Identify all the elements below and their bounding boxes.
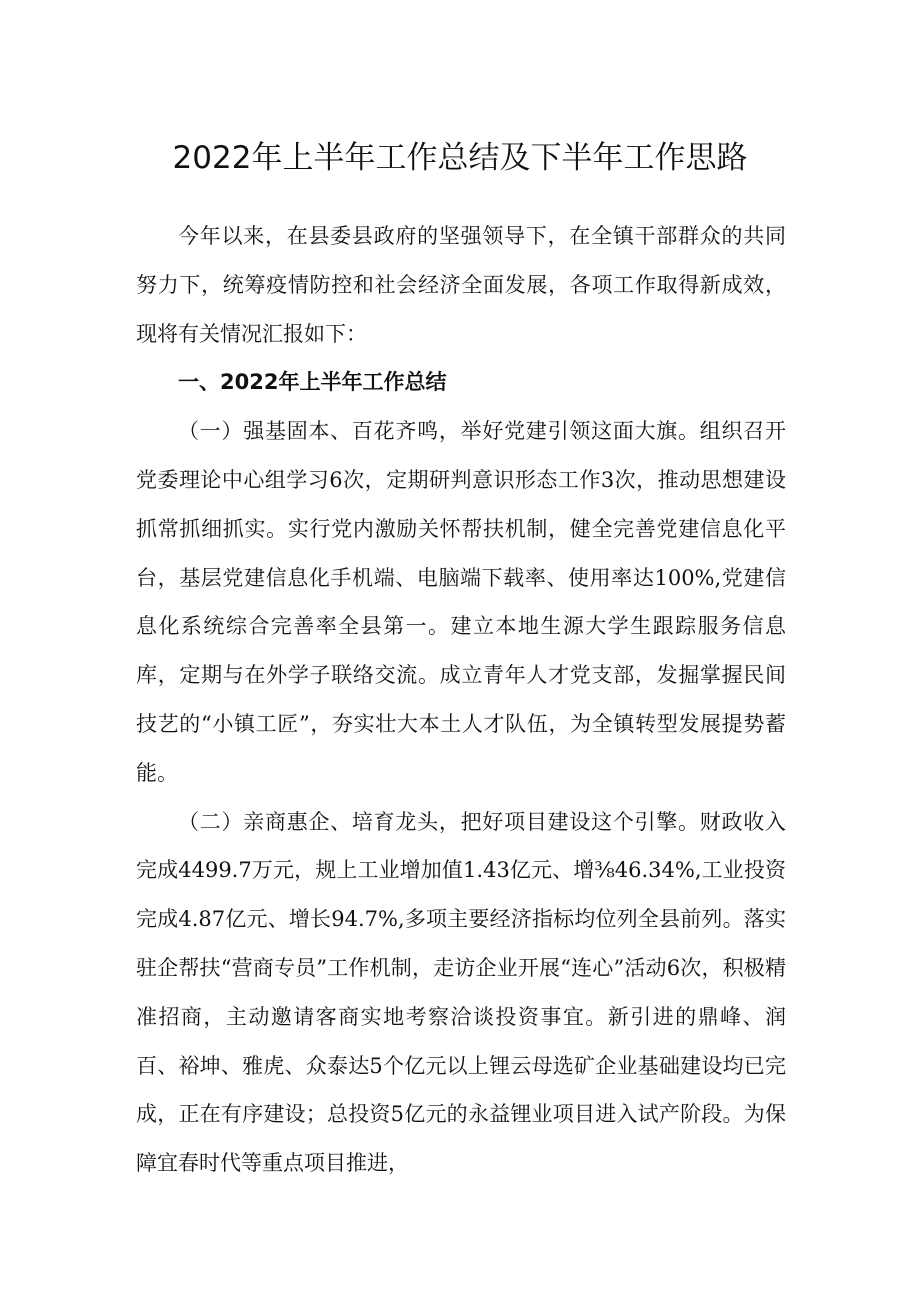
- paragraph-project-construction: （二）亲商惠企、培育龙头，把好项目建设这个引擎。财政收入完成4499.7万元，规上工业增加值1.43亿元、增⅜46.34%,工业投资完成4.87亿元、增长94.7%,多项主要经济指标均位列全县前列。落实驻企帮扶“营商专员”工作机制，走访企业开展“连心”活动6次，积极精准招商，主动邀请客商实地考察洽谈投资事宜。新引进的鼎峰、润百、裕坤、雅虎、众泰达5个亿元以上锂云母选矿企业基础建设均已完成，正在有序建设；总投资5亿元的永益锂业项目进入试产阶段。为保障宜春时代等重点项目推进，: [136, 809, 786, 1176]
- document-title: 2022年上半年工作总结及下半年工作思路: [172, 140, 748, 176]
- paragraph-party-building: （一）强基固本、百花齐鸣，举好党建引领这面大旗。组织召开党委理论中心组学习6次，定期研判意识形态工作3次，推动思想建设抓常抓细抓实。实行党内激励关怀帮扶机制，健全完善党建信息化平台，基层党建信息化手机端、电脑端下载率、使用率达100%,党建信息化系统综合完善率全县第一。建立本地生源大学生跟踪服务信息库，定期与在外学子联络交流。成立青年人才党支部，发掘掌握民间技艺的“小镇工匠”，夯实壮大本土人才队伍，为全镇转型发展提势蓄能。: [136, 419, 786, 785]
- document-body: [136, 212, 786, 1188]
- intro-paragraph: 今年以来，在县委县政府的坚强领导下，在全镇干部群众的共同努力下，统筹疫情防控和社会经济全面发展，各项工作取得新成效，现将有关情况汇报如下：: [136, 224, 786, 346]
- section-heading-1: 一、2022年上半年工作总结: [178, 370, 447, 395]
